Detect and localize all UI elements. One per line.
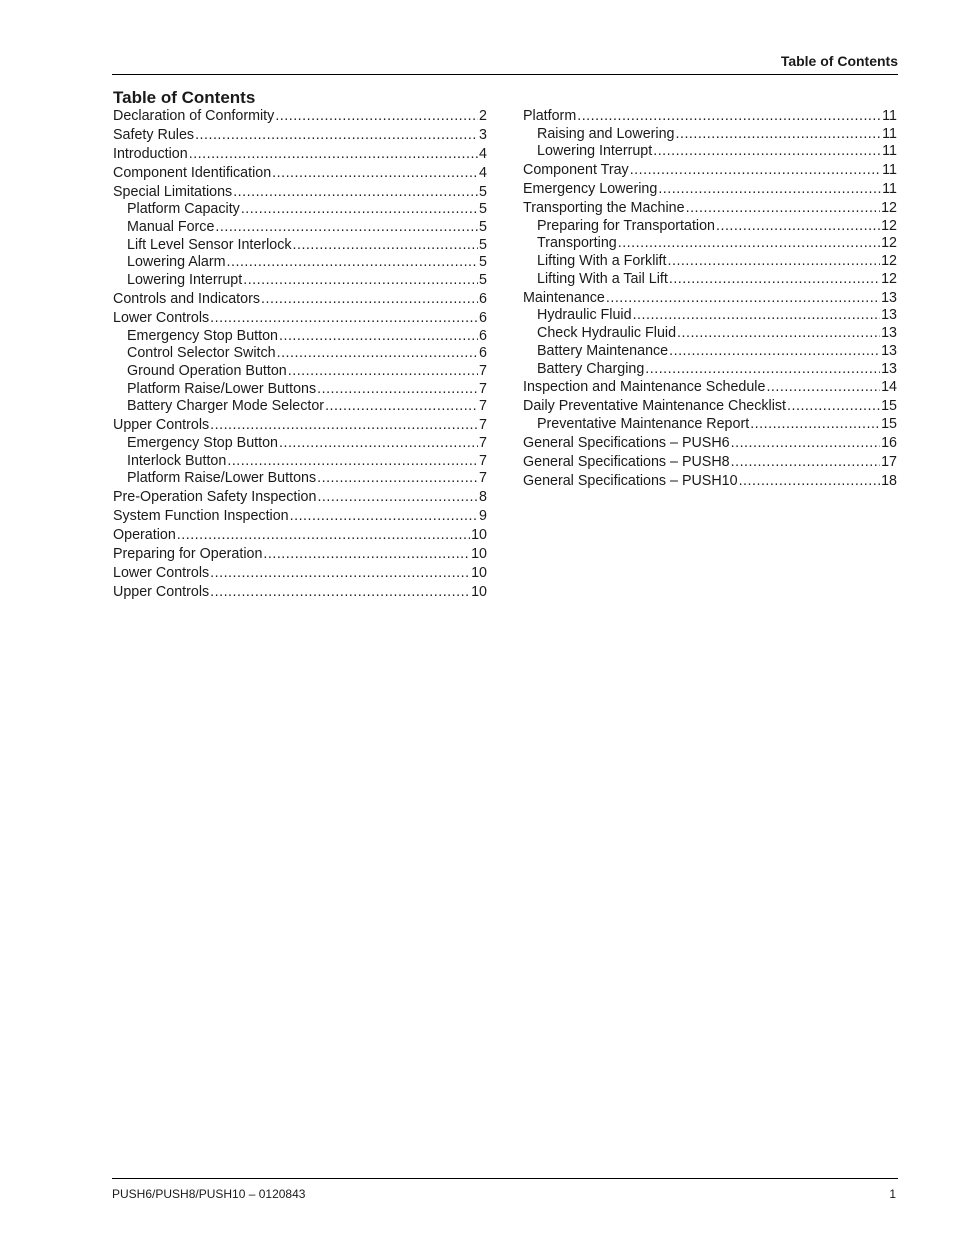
- toc-entry[interactable]: [113, 165, 487, 183]
- toc-leader-dots: [243, 272, 478, 290]
- toc-entry-page: 5: [479, 254, 487, 271]
- toc-leader-dots: [317, 489, 478, 507]
- toc-entry-label: Safety Rules: [113, 126, 195, 143]
- toc-title: Table of Contents: [113, 88, 256, 107]
- toc-leader-dots: [279, 328, 478, 346]
- toc-entry-page: 10: [471, 527, 487, 544]
- toc-entry-page: 7: [479, 362, 487, 379]
- toc-entry[interactable]: [113, 363, 487, 381]
- toc-leader-dots: [739, 473, 881, 491]
- toc-entry-page: 5: [479, 183, 487, 200]
- toc-entry-page: 7: [479, 452, 487, 469]
- toc-entry-page: 5: [479, 272, 487, 289]
- toc-entry-page: 7: [479, 417, 487, 434]
- toc-entry[interactable]: [523, 398, 897, 416]
- toc-entry[interactable]: [113, 565, 487, 583]
- toc-entry[interactable]: [523, 218, 897, 236]
- toc-entry-page: 6: [479, 327, 487, 344]
- toc-entry-label: Battery Charging: [537, 360, 645, 377]
- toc-entry-page: 11: [882, 125, 897, 142]
- toc-entry-label: Lifting With a Forklift: [537, 253, 667, 270]
- toc-entry[interactable]: [523, 162, 897, 180]
- toc-leader-dots: [272, 165, 478, 183]
- toc-leader-dots: [618, 235, 880, 253]
- toc-entry-page: 14: [881, 379, 897, 396]
- toc-entry-label: Special Limitations: [113, 183, 233, 200]
- toc-entry[interactable]: [113, 291, 487, 309]
- toc-entry[interactable]: [523, 235, 897, 253]
- toc-entry-label: Lift Level Sensor Interlock: [127, 236, 292, 253]
- toc-leader-dots: [261, 291, 478, 309]
- toc-entry-page: 10: [471, 545, 487, 562]
- toc-leader-dots: [189, 146, 478, 164]
- toc-leader-dots: [210, 310, 478, 328]
- toc-entry-page: 7: [479, 434, 487, 451]
- toc-entry[interactable]: [113, 254, 487, 272]
- toc-entry-label: Inspection and Maintenance Schedule: [523, 379, 766, 396]
- toc-entry[interactable]: [113, 345, 487, 363]
- toc-entry[interactable]: [523, 108, 897, 126]
- toc-entry-page: 13: [881, 360, 897, 377]
- toc-entry-label: Check Hydraulic Fluid: [537, 325, 677, 342]
- toc-leader-dots: [263, 546, 470, 564]
- toc-entry-page: 5: [479, 236, 487, 253]
- toc-leader-dots: [177, 527, 470, 545]
- toc-entry-label: Emergency Lowering: [523, 181, 658, 198]
- toc-leader-dots: [669, 343, 880, 361]
- toc-entry[interactable]: [523, 290, 897, 308]
- toc-entry[interactable]: [113, 272, 487, 290]
- toc-entry-label: Transporting the Machine: [523, 200, 685, 217]
- toc-leader-dots: [658, 181, 881, 199]
- toc-entry-label: Platform: [523, 108, 577, 124]
- toc-entry-page: 11: [882, 108, 897, 124]
- toc-entry-label: Lowering Alarm: [127, 254, 226, 271]
- toc-leader-dots: [787, 398, 880, 416]
- toc-entry-page: 6: [479, 345, 487, 362]
- toc-entry[interactable]: [113, 127, 487, 145]
- toc-entry[interactable]: [113, 381, 487, 399]
- toc-leader-dots: [676, 126, 882, 144]
- toc-leader-dots: [275, 108, 478, 126]
- toc-entry-label: General Specifications – PUSH6: [523, 434, 730, 451]
- toc-entry[interactable]: [113, 310, 487, 328]
- toc-leader-dots: [606, 290, 880, 308]
- toc-entry[interactable]: [523, 379, 897, 397]
- toc-entry-label: Battery Charger Mode Selector: [127, 398, 325, 415]
- toc-entry[interactable]: [523, 143, 897, 161]
- toc-entry[interactable]: [113, 527, 487, 545]
- toc-entry[interactable]: [113, 435, 487, 453]
- toc-entry[interactable]: [113, 489, 487, 507]
- toc-entry-label: Declaration of Conformity: [113, 108, 275, 124]
- header-rule: [112, 74, 898, 75]
- toc-entry-page: 8: [479, 489, 487, 506]
- toc-entry-page: 2: [479, 108, 487, 124]
- toc-entry-label: Daily Preventative Maintenance Checklist: [523, 398, 787, 415]
- toc-entry[interactable]: [523, 435, 897, 453]
- toc-entry[interactable]: [113, 184, 487, 202]
- toc-entry-page: 18: [881, 472, 897, 489]
- toc-leader-dots: [325, 398, 478, 416]
- toc-entry[interactable]: [113, 398, 487, 416]
- toc-leader-dots: [766, 379, 880, 397]
- toc-entry[interactable]: [113, 417, 487, 435]
- toc-entry[interactable]: [113, 470, 487, 488]
- toc-entry-page: 11: [882, 143, 897, 160]
- toc-leader-dots: [210, 565, 470, 583]
- toc-entry-page: 13: [881, 307, 897, 324]
- footer-page-number: 1: [889, 1187, 896, 1201]
- toc-entry-label: Platform Raise/Lower Buttons: [127, 380, 317, 397]
- toc-entry[interactable]: [523, 361, 897, 379]
- toc-entry-label: Control Selector Switch: [127, 345, 276, 362]
- toc-entry-label: Lifting With a Tail Lift: [537, 270, 668, 287]
- toc-leader-dots: [317, 381, 478, 399]
- toc-leader-dots: [716, 218, 880, 236]
- toc-leader-dots: [630, 162, 881, 180]
- toc-entry-page: 13: [881, 342, 897, 359]
- toc-entry-label: System Function Inspection: [113, 508, 289, 525]
- toc-entry-page: 13: [881, 289, 897, 306]
- toc-leader-dots: [210, 417, 478, 435]
- toc-leader-dots: [241, 201, 478, 219]
- toc-entry[interactable]: [113, 584, 487, 602]
- toc-entry[interactable]: [523, 307, 897, 325]
- toc-entry-label: Upper Controls: [113, 583, 210, 600]
- toc-entry-label: Lower Controls: [113, 564, 210, 581]
- toc-leader-dots: [668, 253, 881, 271]
- toc-entry-label: Platform Capacity: [127, 201, 240, 218]
- toc-entry[interactable]: [113, 508, 487, 526]
- toc-entry-page: 16: [881, 434, 897, 451]
- toc-entry-label: Emergency Stop Button: [127, 327, 278, 344]
- toc-entry-page: 12: [881, 200, 897, 217]
- toc-leader-dots: [731, 435, 880, 453]
- toc-entry[interactable]: [113, 219, 487, 237]
- toc-entry-label: Maintenance: [523, 289, 605, 306]
- toc-column-left: [113, 108, 487, 601]
- toc-entry[interactable]: [113, 328, 487, 346]
- toc-entry[interactable]: [523, 416, 897, 434]
- toc-leader-dots: [233, 184, 478, 202]
- toc-entry-label: General Specifications – PUSH8: [523, 453, 730, 470]
- toc-entry[interactable]: [523, 473, 897, 491]
- toc-entry-label: Battery Maintenance: [537, 342, 669, 359]
- toc-entry-page: 6: [479, 290, 487, 307]
- toc-entry-label: Introduction: [113, 145, 188, 162]
- toc-entry[interactable]: [113, 546, 487, 564]
- toc-entry-label: Pre-Operation Safety Inspection: [113, 489, 317, 506]
- toc-entry-page: 15: [881, 416, 897, 433]
- toc-entry[interactable]: [523, 200, 897, 218]
- toc-entry[interactable]: [113, 146, 487, 164]
- toc-leader-dots: [288, 363, 478, 381]
- toc-entry[interactable]: [523, 343, 897, 361]
- toc-entry-label: Component Tray: [523, 162, 629, 179]
- toc-leader-dots: [293, 237, 479, 255]
- toc-column-right: [523, 108, 897, 490]
- toc-entry-label: Transporting: [537, 235, 617, 252]
- toc-leader-dots: [686, 200, 881, 218]
- toc-leader-dots: [633, 307, 881, 325]
- toc-leader-dots: [195, 127, 478, 145]
- toc-entry-page: 5: [479, 218, 487, 235]
- toc-entry-page: 12: [881, 235, 897, 252]
- toc-entry-label: Lower Controls: [113, 309, 210, 326]
- toc-entry-label: Upper Controls: [113, 417, 210, 434]
- toc-leader-dots: [210, 584, 470, 602]
- toc-entry-label: Manual Force: [127, 218, 215, 235]
- toc-entry-page: 12: [881, 270, 897, 287]
- toc-entry-page: 4: [479, 164, 487, 181]
- toc-entry-page: 17: [881, 453, 897, 470]
- page-header-title: Table of Contents: [780, 53, 898, 69]
- toc-leader-dots: [290, 508, 478, 526]
- toc-entry-page: 9: [479, 508, 487, 525]
- toc-entry[interactable]: [113, 201, 487, 219]
- toc-entry-page: 7: [479, 470, 487, 487]
- toc-entry-page: 11: [882, 162, 897, 179]
- toc-leader-dots: [227, 254, 479, 272]
- toc-entry[interactable]: [523, 454, 897, 472]
- toc-entry-label: Preparing for Operation: [113, 545, 263, 562]
- toc-entry-page: 10: [471, 564, 487, 581]
- toc-leader-dots: [669, 271, 880, 289]
- toc-entry-page: 7: [479, 380, 487, 397]
- toc-leader-dots: [750, 416, 880, 434]
- toc-entry-page: 11: [882, 181, 897, 198]
- toc-entry-label: Raising and Lowering: [537, 125, 675, 142]
- toc-entry-page: 5: [479, 201, 487, 218]
- toc-entry-page: 4: [479, 145, 487, 162]
- toc-entry-label: General Specifications – PUSH10: [523, 472, 738, 489]
- toc-entry-label: Interlock Button: [127, 452, 227, 469]
- toc-entry-page: 15: [881, 398, 897, 415]
- toc-leader-dots: [677, 325, 880, 343]
- toc-leader-dots: [653, 143, 881, 161]
- toc-leader-dots: [279, 435, 478, 453]
- toc-entry-page: 10: [471, 583, 487, 600]
- toc-entry[interactable]: [113, 237, 487, 255]
- toc-entry-label: Preventative Maintenance Report: [537, 416, 750, 433]
- footer-rule: [112, 1178, 898, 1179]
- toc-entry-label: Preparing for Transportation: [537, 217, 716, 234]
- toc-entry-label: Controls and Indicators: [113, 290, 261, 307]
- toc-leader-dots: [731, 454, 880, 472]
- footer-doc-id: PUSH6/PUSH8/PUSH10 – 0120843: [112, 1187, 306, 1201]
- toc-entry[interactable]: [523, 325, 897, 343]
- toc-leader-dots: [317, 470, 478, 488]
- toc-entry[interactable]: [523, 181, 897, 199]
- toc-entry-page: 13: [881, 325, 897, 342]
- toc-entry-label: Hydraulic Fluid: [537, 307, 632, 324]
- toc-entry-page: 7: [479, 398, 487, 415]
- toc-leader-dots: [227, 453, 478, 471]
- toc-entry[interactable]: [113, 108, 487, 126]
- toc-entry-page: 12: [881, 253, 897, 270]
- toc-entry-label: Component Identification: [113, 164, 272, 181]
- toc-entry[interactable]: [113, 453, 487, 471]
- toc-leader-dots: [645, 361, 880, 379]
- toc-leader-dots: [277, 345, 478, 363]
- toc-entry-label: Lowering Interrupt: [537, 143, 653, 160]
- toc-entry[interactable]: [523, 126, 897, 144]
- toc-entry-label: Operation: [113, 527, 176, 544]
- toc-entry-label: Platform Raise/Lower Buttons: [127, 470, 317, 487]
- toc-entry-label: Lowering Interrupt: [127, 272, 243, 289]
- toc-leader-dots: [577, 108, 881, 126]
- toc-leader-dots: [215, 219, 478, 237]
- toc-entry[interactable]: [523, 271, 897, 289]
- toc-entry-page: 3: [479, 126, 487, 143]
- toc-entry-page: 12: [881, 217, 897, 234]
- toc-entry[interactable]: [523, 253, 897, 271]
- toc-entry-label: Emergency Stop Button: [127, 434, 278, 451]
- toc-entry-label: Ground Operation Button: [127, 362, 287, 379]
- toc-entry-page: 6: [479, 309, 487, 326]
